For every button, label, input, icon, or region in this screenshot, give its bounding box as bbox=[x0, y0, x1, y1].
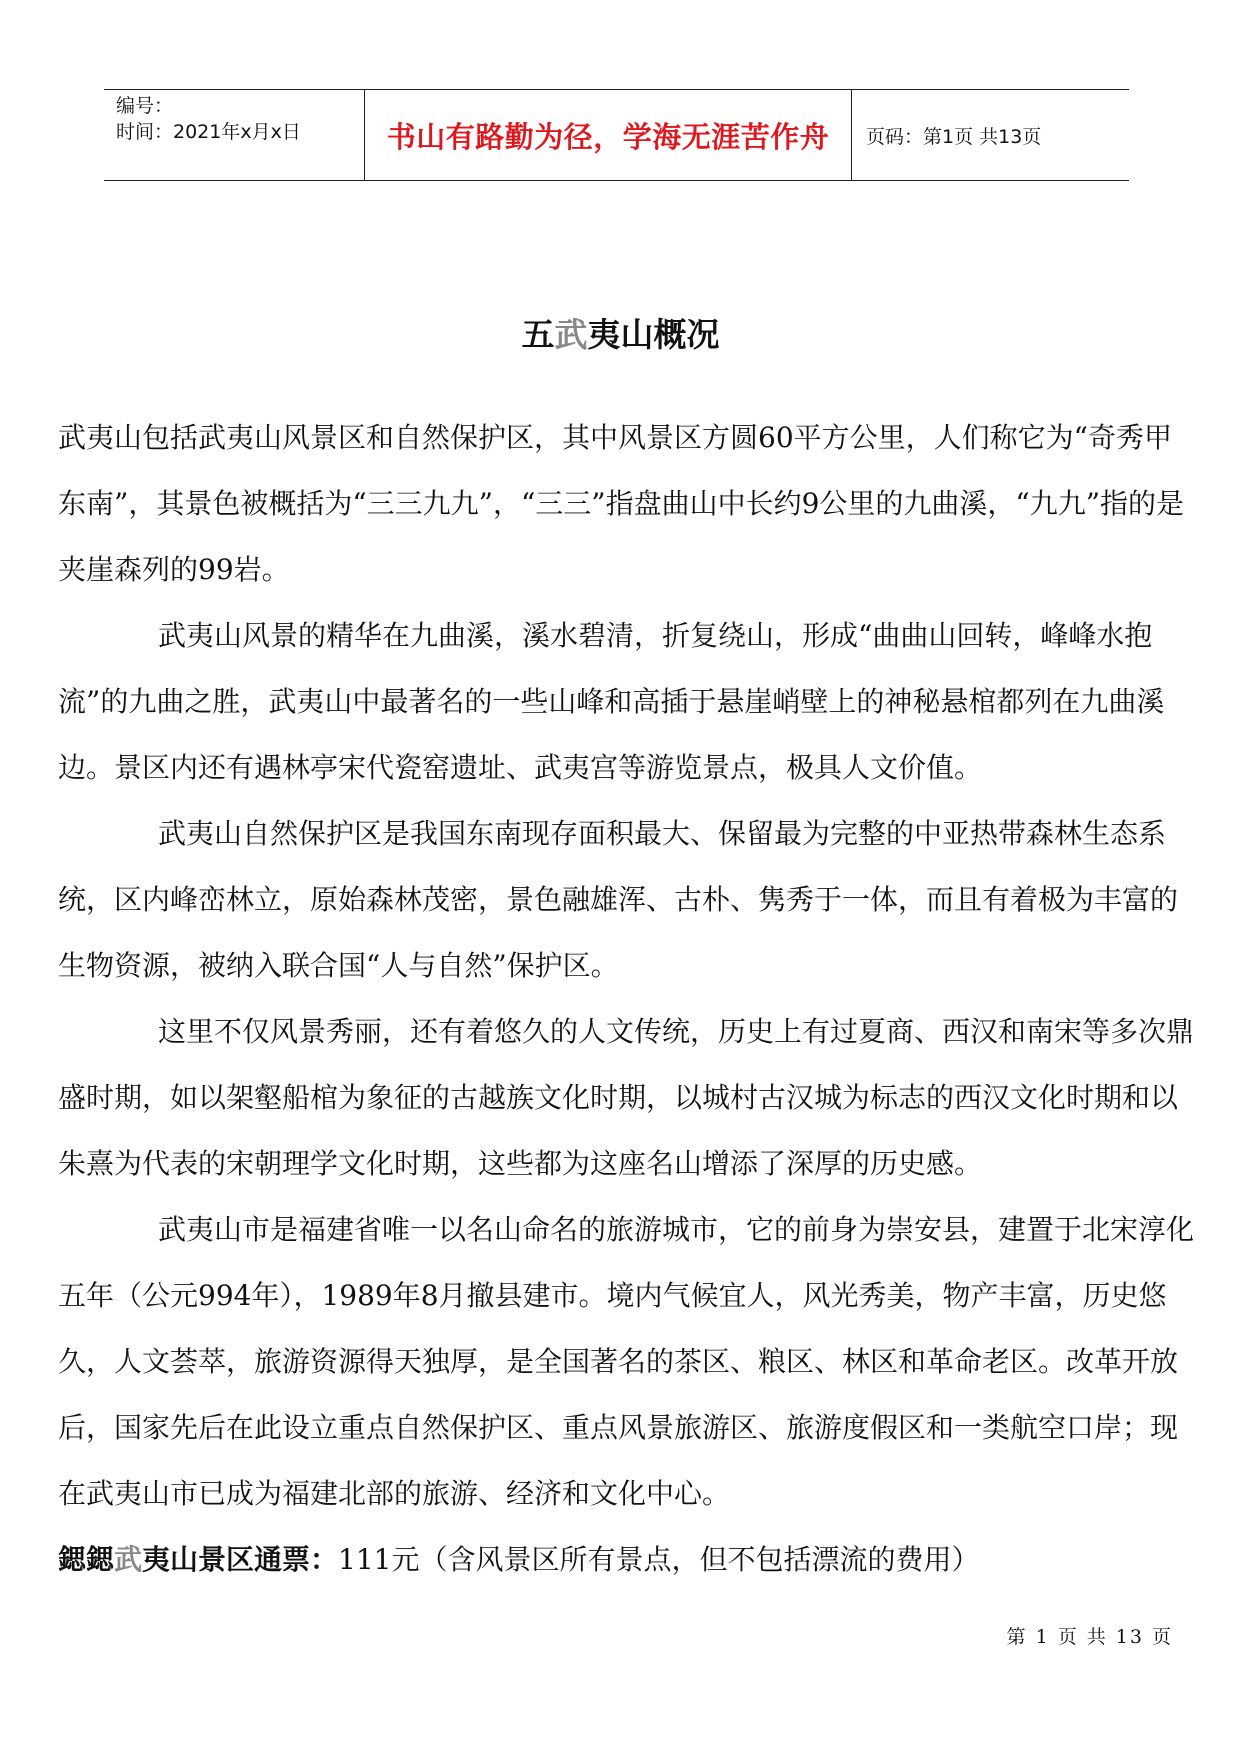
paragraph-city: 武夷山市是福建省唯一以名山命名的旅游城市，它的前身为崇安县，建置于北宋淳化五年（公元994年），1989年8月撤县建市。境内气候宜人，风光秀美，物产丰富，历史悠久，人文荟萃，旅游资源得天独厚，是全国著名的茶区、粮区、林区和革命老区。改革开放后，国家先后在此设立重点自然保护区、重点风景旅游区、旅游度假区和一类航空口岸；现在武夷山市已成为福建北部的旅游、经济和文化中心。 bbox=[58, 1213, 1195, 1510]
title-part-1: 五 bbox=[521, 315, 555, 354]
header-meta-cell bbox=[104, 90, 365, 180]
paragraph-intro: 武夷山包括武夷山风景区和自然保护区，其中风景区方圆60平方公里，人们称它为“奇秀甲东南”，其景色被概括为“三三九九”，“三三”指盘曲山中长约9公里的九曲溪，“九九”指的是夹崖森列的99岩。 bbox=[58, 421, 1185, 586]
page-title bbox=[0, 312, 1241, 358]
motto-text: 书山有路勤为径，学海无涯苦作舟 bbox=[386, 119, 830, 154]
ticket-gray-char: 武 bbox=[114, 1543, 143, 1576]
ticket-line bbox=[58, 1527, 1194, 1593]
title-part-2: 武 bbox=[554, 315, 588, 354]
header-motto-cell bbox=[365, 90, 852, 180]
header-page-cell bbox=[852, 90, 1129, 180]
document-body bbox=[58, 405, 1194, 1593]
page-header-table bbox=[104, 89, 1129, 181]
title-part-3: 夷山概况 bbox=[587, 315, 720, 354]
ticket-label: 夷山景区通票： bbox=[142, 1543, 339, 1576]
paragraph-reserve: 武夷山自然保护区是我国东南现存面积最大、保留最为完整的中亚热带森林生态系统，区内峰峦林立，原始森林茂密，景色融雄浑、古朴、隽秀于一体，而且有着极为丰富的生物资源，被纳入联合国“人与自然”保护区。 bbox=[58, 817, 1179, 982]
paragraph-history: 这里不仅风景秀丽，还有着悠久的人文传统，历史上有过夏商、西汉和南宋等多次鼎盛时期，如以架壑船棺为象征的古越族文化时期，以城村古汉城为标志的西汉文化时期和以朱熹为代表的宋朝理学文化时期，这些都为这座名山增添了深厚的历史感。 bbox=[58, 1015, 1195, 1180]
date-line: 时间：2021年x月x日 bbox=[116, 121, 301, 143]
paragraph-jiuqu: 武夷山风景的精华在九曲溪，溪水碧清，折复绕山，形成“曲曲山回转，峰峰水抱流”的九曲之胜，武夷山中最著名的一些山峰和高插于悬崖峭壁上的神秘悬棺都列在九曲溪边。景区内还有遇林亭宋代瓷窑遗址、武夷宫等游览景点，极具人文价值。 bbox=[58, 619, 1165, 784]
page-info: 页码：第1页 共13页 bbox=[866, 125, 1042, 148]
serial-label: 编号： bbox=[116, 95, 174, 117]
ticket-lead: 鍶鍶 bbox=[58, 1543, 115, 1576]
ticket-text: 111元（含风景区所有景点，但不包括漂流的费用） bbox=[338, 1543, 980, 1576]
page-footer: 第 1 页 共 13 页 bbox=[1006, 1626, 1173, 1648]
